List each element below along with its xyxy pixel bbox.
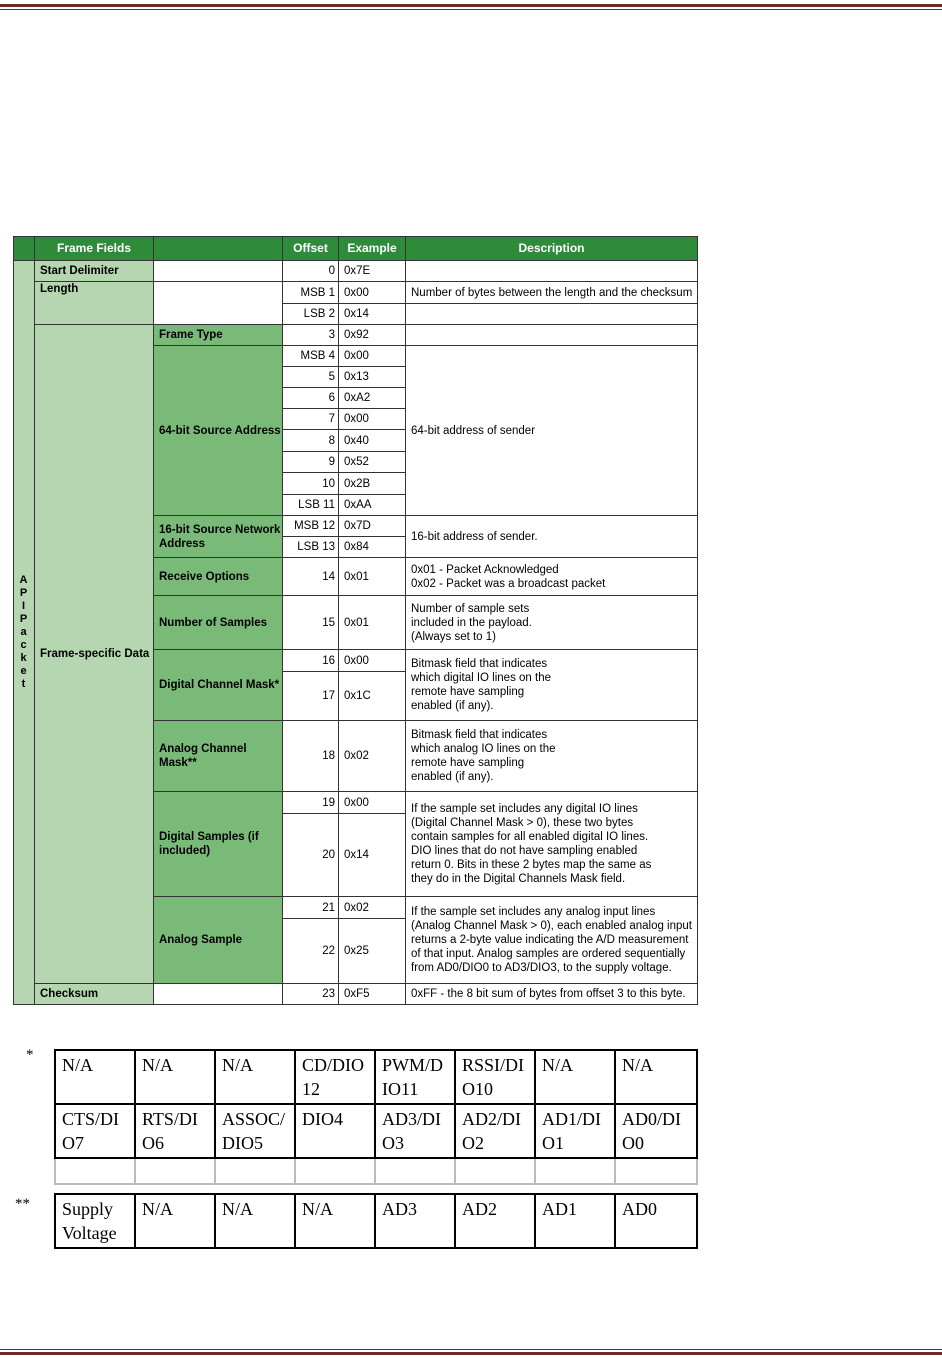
- subfield-number-of-samples: Number of Samples: [154, 596, 283, 650]
- offset-cell: 7: [283, 409, 339, 430]
- footer-rule-thick: [0, 1352, 942, 1355]
- desc-16bit-address: 16-bit address of sender.: [406, 516, 698, 558]
- desc-digital-samples-line: If the sample set includes any digital IO lines: [411, 803, 638, 815]
- desc-64bit-address: 64-bit address of sender: [406, 346, 698, 516]
- field-length: Length: [35, 282, 154, 325]
- bit-cell: DIO4: [295, 1104, 375, 1158]
- desc-empty: [406, 304, 698, 325]
- api-label-char: P: [19, 587, 28, 599]
- bit-cell: RSSI/DIO10: [455, 1050, 535, 1104]
- offset-cell: LSB 13: [283, 537, 339, 558]
- bit-cell: AD3: [375, 1194, 455, 1248]
- offset-cell: MSB 12: [283, 516, 339, 537]
- desc-receive-options-line: 0x02 - Packet was a broadcast packet: [411, 577, 606, 590]
- example-cell: 0x02: [339, 721, 406, 792]
- bit-cell: N/A: [535, 1050, 615, 1104]
- example-cell: 0x2B: [339, 473, 406, 495]
- bit-cell: AD2: [455, 1194, 535, 1248]
- subfield-digital-channel-mask: Digital Channel Mask*: [154, 650, 283, 721]
- desc-analog-sample-line: from AD0/DIO0 to AD3/DIO3, to the supply voltage.: [411, 962, 672, 974]
- desc-empty: [406, 261, 698, 282]
- bit-cell: RTS/DIO6: [135, 1104, 215, 1158]
- desc-receive-options-line: 0x01 - Packet Acknowledged: [411, 563, 559, 576]
- api-label-char: A: [19, 574, 28, 586]
- bit-cell: N/A: [615, 1050, 697, 1104]
- example-cell: 0x7E: [339, 261, 406, 282]
- empty-cell: [375, 1158, 455, 1184]
- desc-digital-channel-mask-line: remote have sampling: [411, 686, 525, 698]
- example-cell: 0x7D: [339, 516, 406, 537]
- subfield-empty: [154, 282, 283, 325]
- example-cell: 0x00: [339, 650, 406, 672]
- offset-cell: 16: [283, 650, 339, 672]
- offset-cell: 20: [283, 814, 339, 897]
- analog-mask-marker: **: [15, 1196, 30, 1212]
- subfield-empty: [154, 984, 283, 1005]
- desc-length: Number of bytes between the length and the checksum: [406, 282, 698, 304]
- digital-mask-row-empty: [55, 1158, 697, 1184]
- example-cell: 0x13: [339, 367, 406, 388]
- desc-digital-channel-mask-line: which digital IO lines on the: [411, 672, 551, 684]
- subfield-receive-options: Receive Options: [154, 558, 283, 596]
- example-cell: 0x14: [339, 304, 406, 325]
- bit-cell: AD0: [615, 1194, 697, 1248]
- offset-cell: 17: [283, 672, 339, 721]
- example-cell: 0x00: [339, 409, 406, 430]
- bit-cell: AD1/DIO1: [535, 1104, 615, 1158]
- api-label-char: k: [20, 652, 27, 664]
- desc-number-of-samples-line: Number of sample sets: [411, 602, 530, 615]
- offset-cell: 15: [283, 596, 339, 650]
- offset-cell: LSB 11: [283, 495, 339, 516]
- offset-cell: 23: [283, 984, 339, 1005]
- offset-cell: 6: [283, 388, 339, 409]
- desc-analog-sample: [406, 897, 698, 984]
- api-packet-label: [13, 261, 35, 1005]
- field-checksum: Checksum: [35, 984, 154, 1005]
- desc-analog-channel-mask-line: which analog IO lines on the: [411, 743, 556, 755]
- desc-analog-channel-mask-line: Bitmask field that indicates: [411, 729, 548, 741]
- example-cell: 0x52: [339, 452, 406, 473]
- example-cell: 0x14: [339, 814, 406, 897]
- offset-cell: 8: [283, 430, 339, 452]
- field-frame-specific-data: Frame-specific Data: [35, 325, 154, 984]
- bit-cell: PWM/DIO11: [375, 1050, 455, 1104]
- empty-cell: [215, 1158, 295, 1184]
- offset-cell: LSB 2: [283, 304, 339, 325]
- offset-cell: MSB 4: [283, 346, 339, 367]
- bit-cell: AD1: [535, 1194, 615, 1248]
- desc-analog-sample-line: of that input. Analog samples are ordered sequentially: [411, 948, 686, 960]
- offset-cell: 10: [283, 473, 339, 495]
- desc-checksum: 0xFF - the 8 bit sum of bytes from offset 3 to this byte.: [406, 984, 698, 1005]
- example-cell: 0x01: [339, 558, 406, 596]
- empty-cell: [135, 1158, 215, 1184]
- api-packet-table: [13, 236, 698, 1005]
- desc-analog-sample-line: returns a 2-byte value indicating the A/D measurement: [411, 934, 689, 946]
- desc-digital-channel-mask-line: Bitmask field that indicates: [411, 658, 548, 670]
- digital-channel-mask-table: [54, 1049, 698, 1185]
- api-label-char: P: [19, 613, 28, 625]
- desc-digital-samples-line: DIO lines that do not have sampling enabled: [411, 845, 638, 857]
- empty-cell: [535, 1158, 615, 1184]
- desc-empty: [406, 325, 698, 346]
- header-example: Example: [339, 236, 406, 261]
- desc-number-of-samples-line: included in the payload.: [411, 616, 532, 629]
- bit-cell: N/A: [55, 1050, 135, 1104]
- subfield-empty: [154, 261, 283, 282]
- bit-cell: CTS/DIO7: [55, 1104, 135, 1158]
- offset-cell: 9: [283, 452, 339, 473]
- desc-receive-options: [406, 558, 698, 596]
- desc-digital-samples: [406, 792, 698, 897]
- desc-analog-channel-mask-line: remote have sampling: [411, 757, 525, 769]
- header-description: Description: [406, 236, 698, 261]
- subfield-16bit-source-network-address: 16-bit Source Network Address: [154, 516, 283, 558]
- api-label-char: I: [21, 600, 26, 612]
- desc-digital-samples-line: contain samples for all enabled digital IO lines.: [411, 831, 649, 843]
- header-rule-thin: [0, 9, 942, 10]
- analog-mask-row: [55, 1194, 697, 1248]
- empty-cell: [615, 1158, 697, 1184]
- bit-cell: N/A: [135, 1194, 215, 1248]
- desc-number-of-samples: [406, 596, 698, 650]
- example-cell: 0x84: [339, 537, 406, 558]
- example-cell: 0x1C: [339, 672, 406, 721]
- bit-cell: ASSOC/DIO5: [215, 1104, 295, 1158]
- digital-mask-marker: *: [26, 1047, 34, 1063]
- header-rule-thick: [0, 4, 942, 7]
- desc-digital-samples-line: they do in the Digital Channels Mask field.: [411, 873, 626, 885]
- desc-analog-channel-mask: [406, 721, 698, 792]
- desc-number-of-samples-line: (Always set to 1): [411, 630, 496, 643]
- api-label-char: t: [21, 678, 26, 690]
- bit-cell: AD2/DIO2: [455, 1104, 535, 1158]
- field-start-delimiter: Start Delimiter: [35, 261, 154, 282]
- example-cell: 0x01: [339, 596, 406, 650]
- api-label-char: a: [20, 626, 27, 638]
- offset-cell: 5: [283, 367, 339, 388]
- subfield-64bit-source-address: 64-bit Source Address: [154, 346, 283, 516]
- empty-cell: [295, 1158, 375, 1184]
- bit-cell: N/A: [295, 1194, 375, 1248]
- footer-rule-thin: [0, 1349, 942, 1350]
- offset-cell: 3: [283, 325, 339, 346]
- offset-cell: 22: [283, 919, 339, 984]
- subfield-analog-sample: Analog Sample: [154, 897, 283, 984]
- desc-digital-samples-line: return 0. Bits in these 2 bytes map the same as: [411, 859, 652, 871]
- example-cell: 0xAA: [339, 495, 406, 516]
- desc-analog-sample-line: If the sample set includes any analog input lines: [411, 906, 656, 918]
- example-cell: 0xA2: [339, 388, 406, 409]
- header-subfield: [154, 236, 283, 261]
- header-frame-fields: Frame Fields: [35, 236, 154, 261]
- offset-cell: 18: [283, 721, 339, 792]
- bit-cell: Supply Voltage: [55, 1194, 135, 1248]
- analog-channel-mask-table: [54, 1193, 698, 1249]
- bit-cell: N/A: [215, 1194, 295, 1248]
- example-cell: 0x02: [339, 897, 406, 919]
- desc-digital-channel-mask-line: enabled (if any).: [411, 700, 494, 712]
- empty-cell: [455, 1158, 535, 1184]
- desc-analog-channel-mask-line: enabled (if any).: [411, 771, 494, 783]
- subfield-analog-channel-mask: Analog Channel Mask**: [154, 721, 283, 792]
- example-cell: 0x25: [339, 919, 406, 984]
- offset-cell: 0: [283, 261, 339, 282]
- example-cell: 0xF5: [339, 984, 406, 1005]
- subfield-frame-type: Frame Type: [154, 325, 283, 346]
- example-cell: 0x40: [339, 430, 406, 452]
- header-offset: Offset: [283, 236, 339, 261]
- subfield-digital-samples: Digital Samples (if included): [154, 792, 283, 897]
- bit-cell: N/A: [135, 1050, 215, 1104]
- bit-cell: N/A: [215, 1050, 295, 1104]
- digital-mask-row-high: [55, 1050, 697, 1104]
- api-label-char: e: [20, 665, 27, 677]
- bit-cell: CD/DIO12: [295, 1050, 375, 1104]
- example-cell: 0x92: [339, 325, 406, 346]
- desc-analog-sample-line: (Analog Channel Mask > 0), each enabled analog input: [411, 920, 692, 932]
- offset-cell: 14: [283, 558, 339, 596]
- empty-cell: [55, 1158, 135, 1184]
- example-cell: 0x00: [339, 346, 406, 367]
- api-label-char: c: [20, 639, 27, 651]
- bit-cell: AD0/DIO0: [615, 1104, 697, 1158]
- desc-digital-channel-mask: [406, 650, 698, 721]
- offset-cell: 21: [283, 897, 339, 919]
- example-cell: 0x00: [339, 792, 406, 814]
- desc-digital-samples-line: (Digital Channel Mask > 0), these two bytes: [411, 817, 634, 829]
- offset-cell: 19: [283, 792, 339, 814]
- example-cell: 0x00: [339, 282, 406, 304]
- offset-cell: MSB 1: [283, 282, 339, 304]
- header-corner: [13, 236, 35, 261]
- digital-mask-row-low: [55, 1104, 697, 1158]
- bit-cell: AD3/DIO3: [375, 1104, 455, 1158]
